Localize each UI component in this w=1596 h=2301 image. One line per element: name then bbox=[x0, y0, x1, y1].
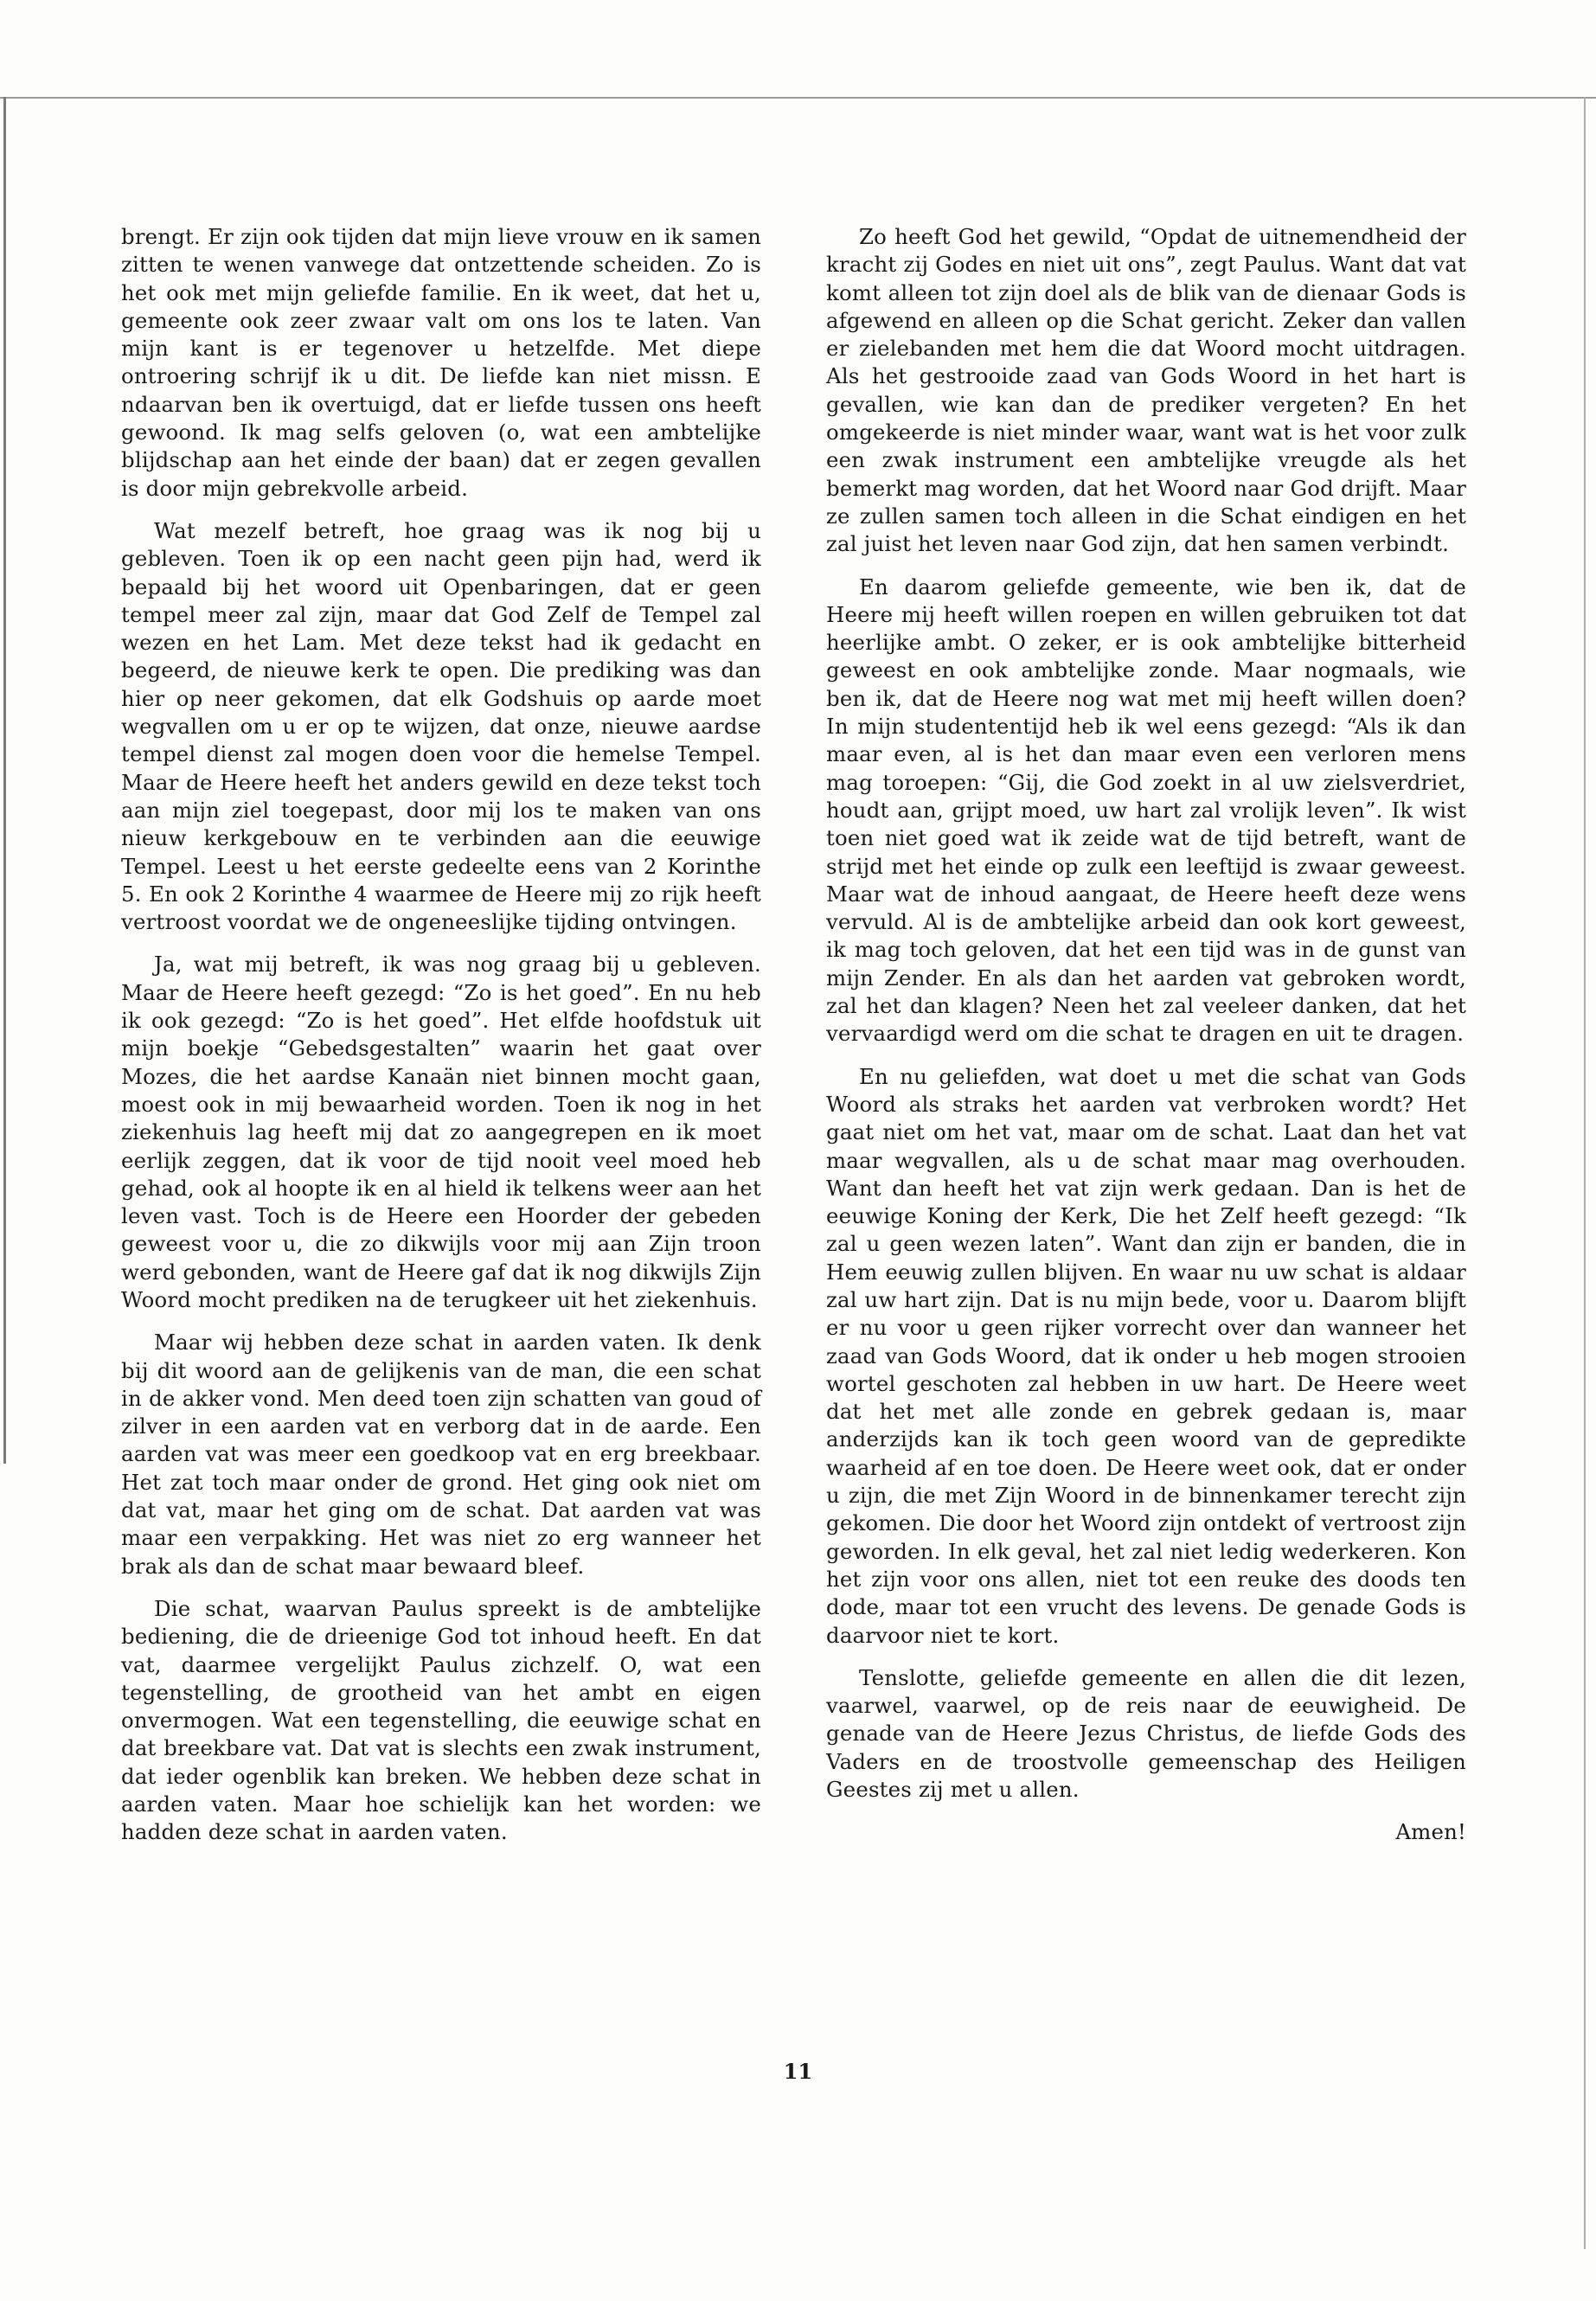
page-right-edge bbox=[1584, 97, 1586, 2249]
right-paragraph-3: En nu geliefden, wat doet u met die schat van Gods Woord als straks het aarden vat verbroken wordt? Het gaat niet om het vat, maar om de schat. Laat dan het vat maar wegvallen, als u de schat maar mag overhouden. Want dan heeft het vat zijn werk gedaan. Dan is het de eeuwige Koning der Kerk, Die het Zelf heeft gezegd: “Ik zal u geen wezen laten”. Want dan zijn er banden, die in Hem eeuwig zullen blijven. En waar nu uw schat is aldaar zal uw hart zijn. Dat is nu mijn bede, voor u. Daarom blijft er nu voor u geen rijker vorrecht over dan wanneer het zaad van Gods Woord, dat ik onder u heb mogen strooien wortel geschoten zal hebben in uw hart. De Heere weet dat het met alle zonde en gebrek gedaan is, maar anderzijds kan ik toch geen woord van de gepredikte waarheid af en toe doen. De Heere weet ook, dat er onder u zijn, die met Zijn Woord in de binnenkamer terecht zijn gekomen. Die door het Woord zijn ontdekt of vertroost zijn geworden. In elk geval, het zal niet ledig wederkeren. Kon het zijn voor ons allen, niet tot een reuke des doods ten dode, maar tot een vrucht des levens. De genade Gods is daarvoor niet te kort. bbox=[826, 1063, 1466, 1648]
right-paragraph-1: Zo heeft God het gewild, “Opdat de uitnemendheid der kracht zij Godes en niet uit ons”, zegt Paulus. Want dat vat komt alleen tot zijn doel als de blik van de dienaar Gods is afgewend en alleen op die Schat gericht. Zeker dan vallen er zielebanden met hem die dat Woord mocht uitdragen. Als het gestrooide zaad van Gods Woord in het hart is gevallen, wie kan dan de prediker vergeten? En het omgekeerde is niet minder waar, want wat is het voor zulk een zwak instrument een ambtelijke vreugde als het bemerkt mag worden, dat het Woord naar God drijft. Maar ze zullen samen toch alleen in die Schat eindigen en het zal juist het leven naar God zijn, dat hen samen verbindt. bbox=[826, 224, 1466, 557]
right-paragraph-2: En daarom geliefde gemeente, wie ben ik, dat de Heere mij heeft willen roepen en willen gebruiken tot dat heerlijke ambt. O zeker, er is ook ambtelijke bitterheid geweest en ook ambtelijke zonde. Maar nogmaals, wie ben ik, dat de Heere nog wat met mij heeft willen doen? In mijn studententijd heb ik wel eens gezegd: “Als ik dan maar even, al is het dan maar even een verloren mens mag toroepen: “Gij, die God zoekt in al uw zielsverdriet, houdt aan, grijpt moed, uw hart zal vrolijk leven”. Ik wist toen niet goed wat ik zeide wat de tijd betreft, want de strijd met het einde op zulk een leeftijd is zwaar geweest. Maar wat de inhoud aangaat, de Heere heeft deze wens vervuld. Al is de ambtelijke arbeid dan ook kort geweest, ik mag toch geloven, dat het een tijd was in de gunst van mijn Zender. En als dan het aarden vat gebroken wordt, zal het dan klagen? Neen het zal veeleer danken, dat het vervaardigd werd om die schat te dragen en uit te dragen. bbox=[826, 574, 1466, 1047]
right-paragraph-4: Tenslotte, geliefde gemeente en allen die dit lezen, vaarwel, vaarwel, op de reis naar de eeuwigheid. De genade van de Heere Jezus Christus, de liefde Gods des Vaders en de troostvolle gemeenschap des Heiligen Geestes zij met u allen. bbox=[826, 1664, 1466, 1803]
left-paragraph-1: brengt. Er zijn ook tijden dat mijn lieve vrouw en ik samen zitten te wenen vanwege dat ontzettende scheiden. Zo is het ook met mijn geliefde familie. En ik weet, dat het u, gemeente ook zeer zwaar valt om ons los te laten. Van mijn kant is er tegenover u hetzelfde. Met diepe ontroering schrijf ik u dit. De liefde kan niet missn. E ndaarvan ben ik overtuigd, dat er liefde tussen ons heeft gewoond. Ik mag selfs geloven (o, wat een ambtelijke blijdschap aan het einde der baan) dat er zegen gevallen is door mijn gebrekvolle arbeid. bbox=[121, 224, 761, 501]
page-number: 11 bbox=[783, 2059, 813, 2084]
signoff-amen: Amen! bbox=[1395, 1819, 1466, 1845]
left-paragraph-3: Ja, wat mij betreft, ik was nog graag bij u gebleven. Maar de Heere heeft gezegd: “Zo is het goed”. En nu heb ik ook gezegd: “Zo is het goed”. Het elfde hoofdstuk uit mijn boekje “Gebedsgestalten” waarin het gaat over Mozes, die het aardse Kanaän niet binnen mocht gaan, moest ook in mij bewaarheid worden. Toen ik nog in het ziekenhuis lag heeft mij dat zo aangegrepen en ik moet eerlijk zeggen, dat ik voor de tijd nooit veel moed heb gehad, ook al hoopte ik en al hield ik telkens weer aan het leven vast. Toch is de Heere een Hoorder der gebeden geweest voor u, die zo dikwijls voor mij aan Zijn troon werd gebonden, want de Heere gaf dat ik nog dikwijls Zijn Woord mocht prediken na de terugkeer uit het ziekenhuis. bbox=[121, 952, 761, 1312]
page-left-edge bbox=[3, 97, 6, 1464]
left-paragraph-5: Die schat, waarvan Paulus spreekt is de ambtelijke bediening, die de drieenige God tot inhoud heeft. En dat vat, daarmee vergelijkt Paulus zichzelf. O, wat een tegenstelling, de grootheid van het ambt en eigen onvermogen. Wat een tegenstelling, die eeuwige schat en dat breekbare vat. Dat vat is slechts een zwak instrument, dat ieder ogenblik kan breken. We hebben deze schat in aarden vaten. Maar hoe schielijk kan het worden: we hadden deze schat in aarden vaten. bbox=[121, 1595, 761, 1845]
left-paragraph-2: Wat mezelf betreft, hoe graag was ik nog bij u gebleven. Toen ik op een nacht geen pijn had, werd ik bepaald bij het woord uit Openbaringen, dat er geen tempel meer zal zijn, maar dat God Zelf de Tempel zal wezen en het Lam. Met deze tekst had ik gedacht en begeerd, de nieuwe kerk te open. Die prediking was dan hier op neer gekomen, dat elk Godshuis op aarde moet wegvallen om u er op te wijzen, dat onze, nieuwe aardse tempel dienst zal mogen doen voor die hemelse Tempel. Maar de Heere heeft het anders gewild en deze tekst toch aan mijn ziel toegepast, door mij los te maken van ons nieuw kerkgebouw en te verbinden aan die eeuwige Tempel. Leest u het eerste gedeelte eens van 2 Korinthe 5. En ook 2 Korinthe 4 waarmee de Heere mij zo rijk heeft vertroost voordat we de ongeneeslijke tijding ontvingen. bbox=[121, 517, 761, 935]
left-column bbox=[121, 223, 761, 1862]
left-paragraph-4: Maar wij hebben deze schat in aarden vaten. Ik denk bij dit woord aan de gelijkenis van de man, die een schat in de akker vond. Men deed toen zijn schatten van goud of zilver in een aarden vat en verborg dat in de aarde. Een aarden vat was meer een goedkoop vat en erg breekbaar. Het zat toch maar onder de grond. Het ging ook niet om dat vat, maar het ging om de schat. Dat aarden vat was maar een verpakking. Het was niet zo erg wanneer het brak als dan de schat maar bewaard bleef. bbox=[121, 1330, 761, 1579]
page-top-rule bbox=[0, 97, 1596, 99]
right-column bbox=[826, 223, 1466, 1862]
